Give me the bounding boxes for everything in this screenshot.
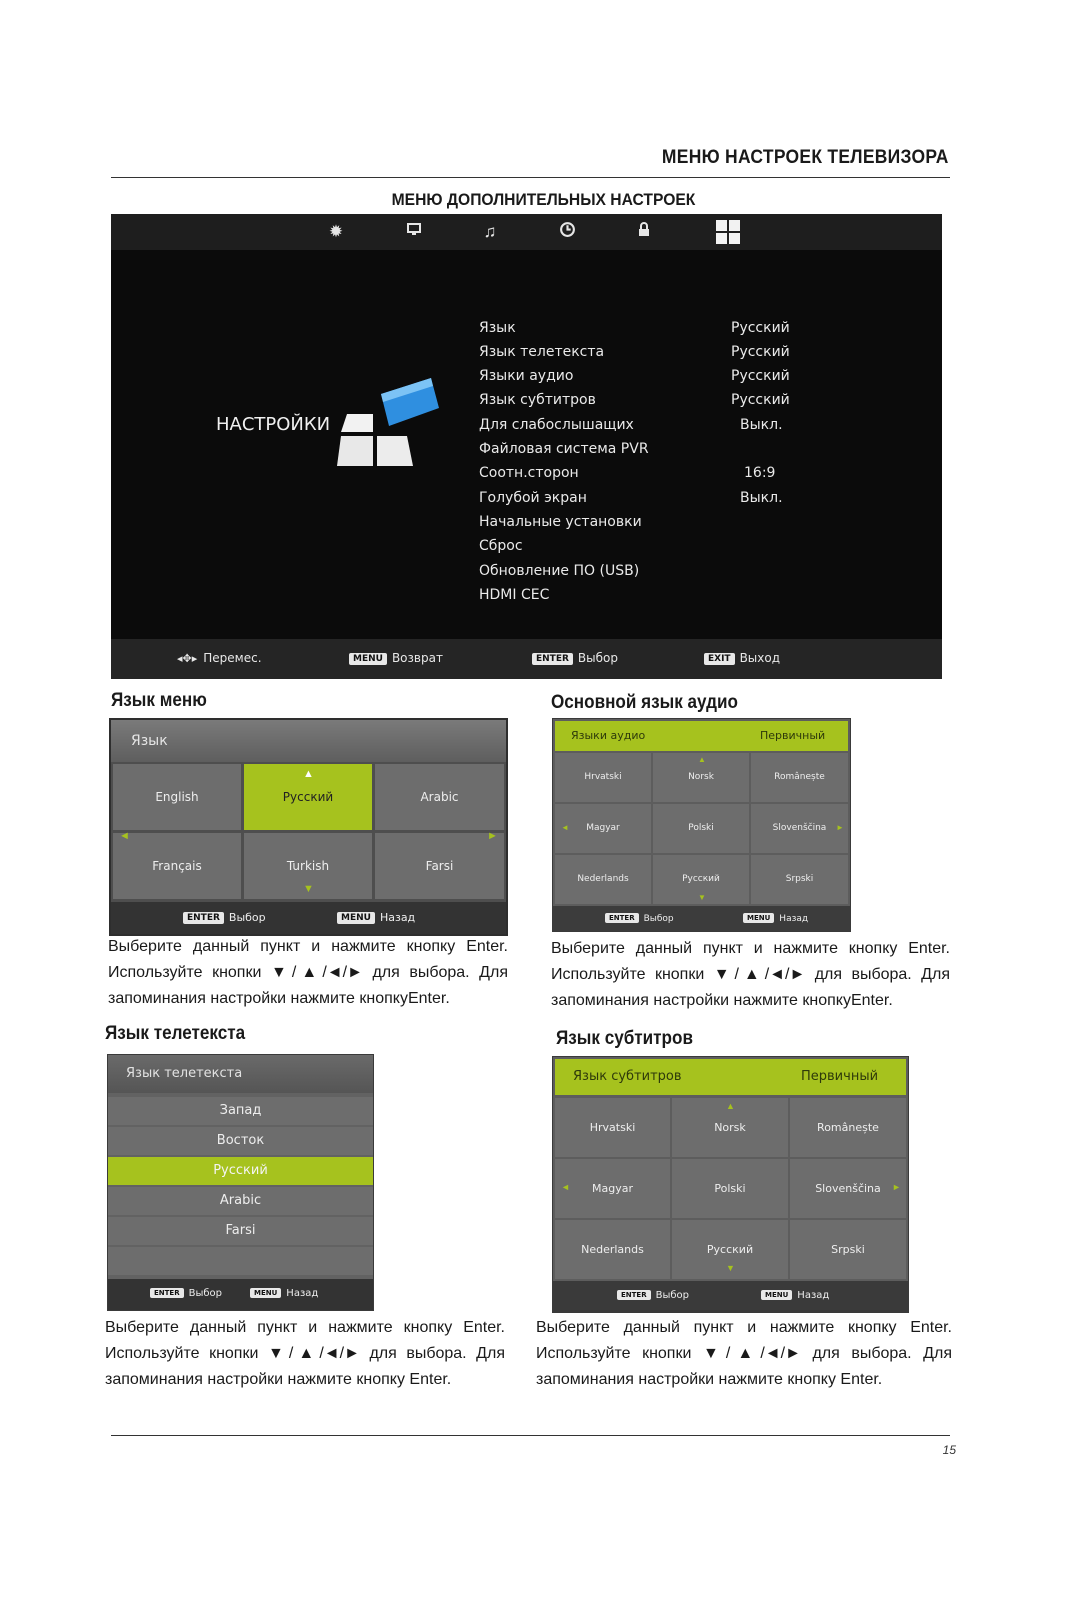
teletext-language-hints: ENTER Выбор MENU Назад (108, 1279, 373, 1310)
arrow-left-icon: ◄ (119, 830, 130, 842)
arrow-up-icon: ▲ (303, 768, 314, 780)
subtitle-cell-norsk[interactable]: Norsk (672, 1098, 788, 1157)
audio-language-text: Выберите данный пункт и нажмите кнопку Enter. Используйте кнопки ▼/▲/◄/► для выбора. Для запоминания настройки нажмите кнопкуEnter. (551, 940, 950, 1009)
menu-value-language: Русский (731, 320, 790, 336)
menu-value-blue-screen: Выкл. (740, 490, 783, 506)
audio-language-heading: Основной язык аудио (551, 692, 738, 713)
subtitle-language-heading: Язык субтитров (556, 1028, 693, 1049)
teletext-item-farsi[interactable]: Farsi (108, 1217, 373, 1245)
subtitle-language-panel (552, 1056, 909, 1313)
subtitle-cell-russian[interactable]: Русский (672, 1220, 788, 1279)
subtitle-language-titlebar (555, 1059, 906, 1095)
menu-key-icon: MENU (743, 913, 774, 923)
menu-value-aspect-ratio: 16:9 (744, 465, 776, 481)
audio-cell-norsk[interactable]: Norsk (653, 753, 749, 802)
teletext-item-empty (108, 1247, 373, 1275)
menu-value-subtitle-language: Русский (731, 392, 790, 408)
teletext-item-russian[interactable]: Русский (108, 1157, 373, 1185)
lang-cell-francais[interactable]: Français (113, 833, 241, 899)
subtitle-language-title: Язык субтитров (573, 1069, 682, 1084)
teletext-item-east[interactable]: Восток (108, 1127, 373, 1155)
subtitle-cell-magyar[interactable]: Magyar (555, 1159, 670, 1218)
audio-cell-romaneste[interactable]: Românește (751, 753, 848, 802)
audio-language-panel (552, 718, 851, 932)
exit-key-icon: EXIT (704, 653, 735, 665)
tv-menu-iconbar (111, 214, 942, 250)
lock-icon[interactable] (633, 221, 655, 243)
teletext-language-heading: Язык телетекста (105, 1023, 246, 1044)
subtitle-cell-nederlands[interactable]: Nederlands (555, 1220, 670, 1279)
menu-language-hints: ENTER Выбор MENU Назад (111, 902, 506, 934)
menu-item-language[interactable]: Язык (479, 320, 516, 336)
menu-language-title: Язык (111, 720, 506, 762)
arrow-left-icon: ◄ (561, 1182, 570, 1192)
enter-key-icon: ENTER (617, 1290, 651, 1300)
menu-item-hard-of-hearing[interactable]: Для слабослышащих (479, 417, 634, 433)
teletext-language-text: Выберите данный пункт и нажмите кнопку Enter. Используйте кнопки ▼/▲/◄/► для выбора. Для запоминания настройки нажмите кнопку Enter. (105, 1319, 505, 1388)
menu-item-blue-screen[interactable]: Голубой экран (479, 490, 587, 506)
menu-key-icon: MENU (761, 1290, 792, 1300)
audio-cell-russian[interactable]: Русский (653, 855, 749, 904)
settings-logo-icon (333, 374, 443, 474)
enter-key-icon: ENTER (532, 653, 573, 665)
section-title: МЕНЮ ДОПОЛНИТЕЛЬНЫХ НАСТРОЕК (391, 190, 696, 209)
grid-icon[interactable] (715, 219, 741, 245)
arrow-down-icon: ▼ (726, 1263, 735, 1273)
hint-select: ENTER Выбор (532, 651, 618, 665)
page-number: 15 (942, 1443, 956, 1457)
audio-cell-nederlands[interactable]: Nederlands (555, 855, 651, 904)
teletext-item-arabic[interactable]: Arabic (108, 1187, 373, 1215)
menu-key-icon: MENU (250, 1288, 281, 1298)
tv-settings-screen (111, 214, 942, 679)
subtitle-cell-slovenscina[interactable]: Slovenščina (790, 1159, 906, 1218)
subtitle-language-text: Выберите данный пункт и нажмите кнопку Enter. Используйте кнопки ▼/▲/◄/► для выбора. Для запоминания настройки нажмите кнопку Enter. (536, 1319, 952, 1388)
menu-value-teletext-language: Русский (731, 344, 790, 360)
menu-item-initial-setup[interactable]: Начальные установки (479, 514, 642, 530)
enter-key-icon: ENTER (183, 912, 224, 924)
subtitle-cell-romaneste[interactable]: Românește (790, 1098, 906, 1157)
menu-key-icon: MENU (349, 653, 387, 665)
audio-language-title: Языки аудио (571, 729, 646, 742)
audio-cell-slovenscina[interactable]: Slovenščina (751, 804, 848, 853)
page-header-title: МЕНЮ НАСТРОЕК ТЕЛЕВИЗОРА (662, 147, 949, 168)
arrow-down-icon: ▼ (698, 893, 706, 902)
footer-divider (111, 1435, 950, 1436)
audio-language-mode: Первичный (760, 729, 826, 742)
subtitle-language-mode: Первичный (801, 1069, 879, 1084)
gear-icon[interactable]: ✹ (328, 222, 344, 241)
menu-item-teletext-language[interactable]: Язык телетекста (479, 344, 605, 360)
menu-key-icon: MENU (337, 912, 375, 924)
audio-cell-hrvatski[interactable]: Hrvatski (555, 753, 651, 802)
arrow-left-icon: ◄ (561, 823, 569, 832)
arrow-right-icon: ► (836, 823, 844, 832)
menu-item-aspect-ratio[interactable]: Соотн.сторон (479, 465, 579, 481)
menu-language-text: Выберите данный пункт и нажмите кнопку Enter. Используйте кнопки ▼/▲/◄/► для выбора. Для запоминания настройки нажмите кнопкуEnter. (108, 938, 508, 1007)
menu-value-audio-language: Русский (731, 368, 790, 384)
clock-icon[interactable] (556, 221, 578, 243)
header-divider (111, 177, 950, 178)
menu-item-software-update[interactable]: Обновление ПО (USB) (479, 563, 640, 579)
arrow-up-icon: ▲ (698, 755, 706, 764)
audio-cell-polski[interactable]: Polski (653, 804, 749, 853)
menu-language-heading: Язык меню (111, 690, 207, 711)
menu-item-audio-language[interactable]: Языки аудио (479, 368, 574, 384)
subtitle-cell-srpski[interactable]: Srpski (790, 1220, 906, 1279)
audio-language-titlebar (555, 721, 848, 751)
lang-cell-turkish[interactable]: Turkish (244, 833, 372, 899)
teletext-language-title: Язык телетекста (108, 1055, 373, 1093)
enter-key-icon: ENTER (605, 913, 639, 923)
hint-back: MENU Возврат (349, 651, 443, 665)
menu-language-panel (109, 718, 508, 936)
tv-hint-bar (111, 639, 942, 679)
settings-section-label: НАСТРОЙКИ (216, 414, 331, 435)
arrow-right-icon: ► (892, 1182, 901, 1192)
lang-cell-russian[interactable]: Русский (244, 764, 372, 830)
menu-item-hdmi-cec[interactable]: HDMI CEC (479, 587, 550, 603)
teletext-language-panel (107, 1054, 374, 1311)
audio-cell-srpski[interactable]: Srpski (751, 855, 848, 904)
subtitle-language-hints: ENTER Выбор MENU Назад (553, 1281, 908, 1312)
menu-value-hard-of-hearing: Выкл. (740, 417, 783, 433)
subtitle-cell-hrvatski[interactable]: Hrvatski (555, 1098, 670, 1157)
lang-cell-arabic[interactable]: Arabic (375, 764, 504, 830)
hint-exit: EXIT Выход (704, 651, 780, 665)
monitor-icon[interactable] (403, 221, 425, 243)
arrow-right-icon: ► (487, 830, 498, 842)
menu-item-reset[interactable]: Сброс (479, 538, 523, 554)
lang-cell-english[interactable]: English (113, 764, 241, 830)
hint-move: ◂✥▸ Перемес. (177, 651, 262, 665)
menu-item-pvr-filesystem[interactable]: Файловая система PVR (479, 441, 649, 457)
audio-cell-magyar[interactable]: Magyar (555, 804, 651, 853)
lang-cell-farsi[interactable]: Farsi (375, 833, 504, 899)
enter-key-icon: ENTER (150, 1288, 184, 1298)
arrow-up-icon: ▲ (726, 1101, 735, 1111)
subtitle-cell-polski[interactable]: Polski (672, 1159, 788, 1218)
music-note-icon[interactable]: ♫ (483, 222, 497, 241)
teletext-item-west[interactable]: Запад (108, 1097, 373, 1125)
menu-item-subtitle-language[interactable]: Язык субтитров (479, 392, 596, 408)
arrow-down-icon: ▼ (303, 883, 314, 895)
audio-language-hints: ENTER Выбор MENU Назад (553, 906, 850, 931)
move-arrows-icon: ◂✥▸ (177, 652, 198, 665)
